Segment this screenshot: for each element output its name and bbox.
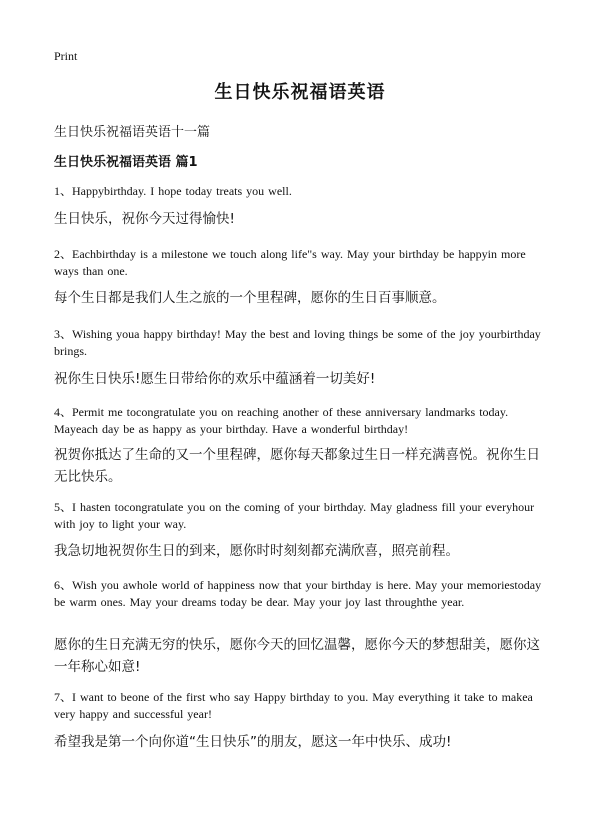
wish-2-english: 2、Eachbirthday is a milestone we touch along life"s way. May your birthday be happyin more ways than one.	[54, 247, 526, 278]
wish-7-chinese: 希望我是第一个向你道“生日快乐”的朋友，愿这一年中快乐、成功!	[54, 734, 452, 750]
wish-6-chinese: 愿你的生日充满无穷的快乐，愿你今天的回忆温馨，愿你今天的梦想甜美，愿你这一年称心如意!	[54, 637, 540, 675]
wish-1-english: 1、Happybirthday. I hope today treats you well.	[54, 184, 292, 198]
page-title: 生日快乐祝福语英语	[214, 82, 386, 103]
wish-3-chinese: 祝你生日快乐!愿生日带给你的欢乐中蕴涵着一切美好!	[54, 371, 376, 387]
wish-4-english: 4、Permit me tocongratulate you on reaching another of these anniversary landmarks today. Mayeach day be as happy as your birthday. Have a wonderful birthday!	[54, 405, 509, 436]
wish-1-chinese: 生日快乐，祝你今天过得愉快!	[54, 211, 235, 227]
wish-4-chinese: 祝贺你抵达了生命的又一个里程碑，愿你每天都象过生日一样充满喜悦。祝你生日无比快乐。	[54, 447, 540, 485]
wish-5-english: 5、I hasten tocongratulate you on the coming of your birthday. May gladness fill your everyhour with joy to light your way.	[54, 500, 535, 531]
section-heading: 生日快乐祝福语英语 篇1	[54, 155, 198, 170]
wish-3-english: 3、Wishing youa happy birthday! May the best and loving things be some of the joy yourbirthday brings.	[54, 327, 541, 358]
document-subtitle: 生日快乐祝福语英语十一篇	[54, 125, 211, 140]
wish-6-english: 6、Wish you awhole world of happiness now that your birthday is here. May your memoriestoday be warm ones. May your dreams today be dear. May your joy last throughthe year.	[54, 578, 542, 609]
wish-7-english: 7、I want to beone of the first who say Happy birthday to you. May everything it take to makea very happy and successful year!	[54, 690, 533, 721]
print-label: Print	[54, 49, 78, 63]
wish-2-chinese: 每个生日都是我们人生之旅的一个里程碑，愿你的生日百事顺意。	[54, 290, 446, 306]
wish-5-chinese: 我急切地祝贺你生日的到来，愿你时时刻刻都充满欣喜，照亮前程。	[54, 543, 459, 559]
